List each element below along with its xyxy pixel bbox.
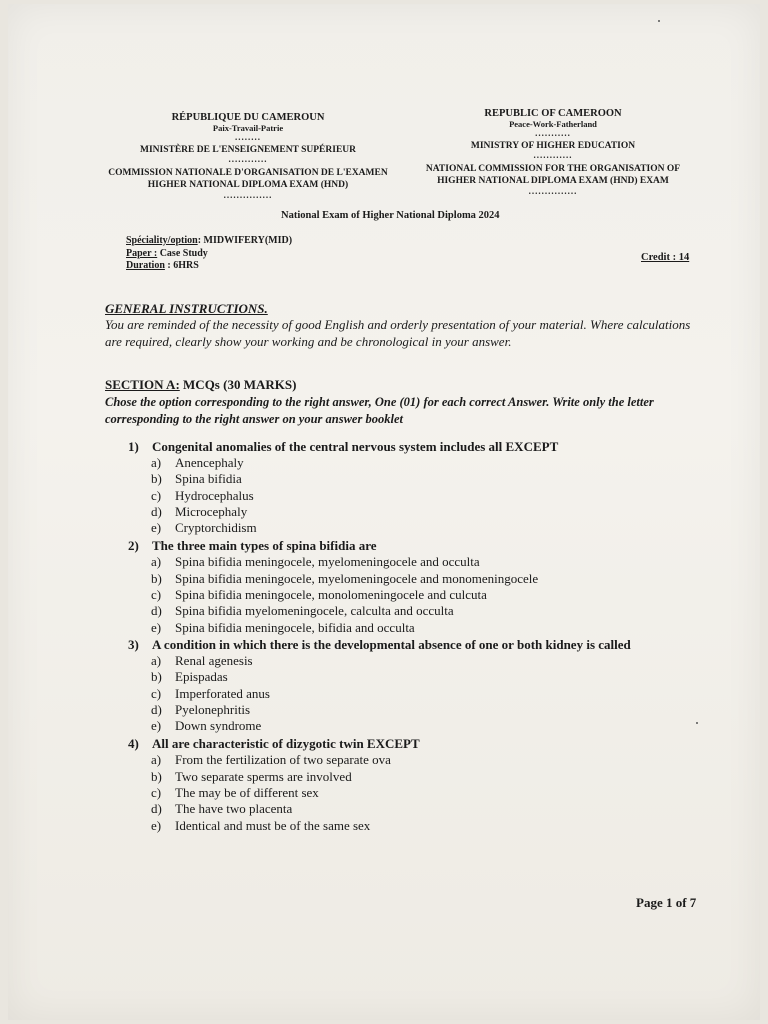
option-letter: a) <box>151 752 162 768</box>
option-list <box>128 455 698 536</box>
question-3 <box>128 636 698 734</box>
divider-dots: ............ <box>228 154 268 164</box>
country-name-fr: RÉPUBLIQUE DU CAMEROUN <box>171 112 325 123</box>
option-text: Spina bifidia meningocele, monolomeningocele and culcuta <box>175 587 487 603</box>
exam-title: National Exam of Higher National Diploma 2024 <box>281 210 500 221</box>
option-item <box>151 620 698 636</box>
option-text: Pyelonephritis <box>175 701 251 717</box>
option-text: Down syndrome <box>175 718 262 734</box>
option-letter: c) <box>151 685 162 701</box>
option-letter: e) <box>151 718 162 734</box>
option-text: The have two placenta <box>175 801 293 817</box>
question-text: A condition in which there is the developmental absence of one or both kidney is called <box>152 636 631 652</box>
option-item <box>151 554 698 570</box>
option-text: Two separate sperms are involved <box>175 768 352 784</box>
commission-en-line2: HIGHER NATIONAL DIPLOMA EXAM (HND) EXAM <box>437 176 669 186</box>
duration-value: : 6HRS <box>164 260 199 271</box>
option-letter: a) <box>151 652 162 668</box>
option-item <box>151 587 698 603</box>
commission-en-line1: NATIONAL COMMISSION FOR THE ORGANISATION OF <box>425 164 681 174</box>
option-letter: a) <box>151 455 162 470</box>
option-letter: d) <box>151 603 162 619</box>
option-text: Identical and must be of the same sex <box>175 817 371 833</box>
question-4 <box>128 735 698 833</box>
section-a-heading: MCQs (30 MARKS) <box>179 377 297 392</box>
question-list <box>128 438 698 834</box>
commission-fr <box>98 167 398 191</box>
question-stem <box>128 636 698 653</box>
option-text: Spina bifidia meningocele, bifidia and occulta <box>175 619 415 635</box>
option-item <box>151 571 698 587</box>
option-item <box>151 603 698 619</box>
option-letter: b) <box>151 669 162 685</box>
exam-paper <box>8 4 760 1020</box>
duration-label: Duration <box>126 260 165 271</box>
option-letter: c) <box>151 785 162 801</box>
option-letter: c) <box>151 487 162 503</box>
option-letter: d) <box>151 503 162 519</box>
option-item <box>151 669 698 685</box>
question-text: All are characteristic of dizygotic twin EXCEPT <box>152 736 420 752</box>
option-item <box>151 471 698 487</box>
option-text: Spina bifidia meningocele, myelomeningocele and occulta <box>175 554 480 570</box>
ministry-en: MINISTRY OF HIGHER EDUCATION <box>470 141 636 151</box>
option-item <box>151 718 698 734</box>
question-2 <box>128 537 698 635</box>
divider-dots: ............... <box>528 186 578 196</box>
section-a-title <box>105 377 296 393</box>
divider-dots: ........... <box>535 128 571 138</box>
question-number: 1) <box>128 439 139 454</box>
option-item <box>151 520 698 536</box>
option-text: Hydrocephalus <box>175 487 254 503</box>
general-instructions-title: GENERAL INSTRUCTIONS. <box>105 301 268 316</box>
option-item <box>151 653 698 669</box>
duration-line <box>126 260 199 271</box>
option-letter: c) <box>151 587 162 603</box>
option-letter: b) <box>151 768 162 784</box>
speciality-value: : MIDWIFERY(MID) <box>197 235 293 246</box>
header-french <box>98 112 398 199</box>
option-text: Anencephaly <box>175 455 244 470</box>
general-instructions-text: You are reminded of the necessity of good English and orderly presentation of your material. Where calculations are required, clearly show your working and be chronological in your answer. <box>105 317 691 349</box>
option-letter: b) <box>151 570 162 586</box>
page-number: Page 1 of 7 <box>636 895 697 910</box>
option-item <box>151 702 698 718</box>
option-item <box>151 504 698 520</box>
option-letter: e) <box>151 817 162 833</box>
option-item <box>151 752 698 768</box>
commission-fr-line2: HIGHER NATIONAL DIPLOMA EXAM (HND) <box>147 180 349 190</box>
option-text: Imperforated anus <box>175 685 270 701</box>
option-item <box>151 769 698 785</box>
option-letter: e) <box>151 619 162 635</box>
option-text: Renal agenesis <box>175 652 253 668</box>
option-item <box>151 785 698 801</box>
option-text: Spina bifidia myelomeningocele, calculta and occulta <box>175 603 454 619</box>
option-text: Epispadas <box>175 669 228 685</box>
option-text: Spina bifidia meningocele, myelomeningocele and monomeningocele <box>175 570 539 586</box>
section-a-label: SECTION A: <box>105 377 180 392</box>
divider-dots: ........ <box>235 132 261 142</box>
speciality-label: Spéciality/option <box>126 235 198 246</box>
divider-dots: ............... <box>223 190 273 200</box>
commission-fr-line1: COMMISSION NATIONALE D'ORGANISATION DE L'EXAMEN <box>108 168 388 178</box>
paper-label: Paper : <box>126 248 158 259</box>
option-item <box>151 455 698 471</box>
option-text: Spina bifidia <box>175 471 242 487</box>
motto-en: Peace-Work-Fatherland <box>509 119 597 129</box>
question-number: 3) <box>128 636 139 652</box>
option-text: From the fertilization of two separate ova <box>175 752 391 768</box>
section-a-instruction: Chose the option corresponding to the right answer, One (01) for each correct Answer. Write only the letter corresponding to the right answer on your answer booklet <box>105 395 654 426</box>
option-item <box>151 686 698 702</box>
option-text: The may be of different sex <box>175 785 319 801</box>
question-stem <box>128 537 698 554</box>
option-item <box>151 488 698 504</box>
question-stem <box>128 438 698 455</box>
question-text: Congenital anomalies of the central nervous system includes all EXCEPT <box>152 439 559 454</box>
option-item <box>151 818 698 834</box>
option-list <box>128 554 698 635</box>
option-letter: d) <box>151 801 162 817</box>
question-stem <box>128 735 698 752</box>
paper-speck <box>696 722 698 724</box>
header-english <box>413 108 693 195</box>
question-number: 2) <box>128 538 139 554</box>
country-name-en: REPUBLIC OF CAMEROON <box>484 108 622 119</box>
speciality-line <box>126 235 292 246</box>
option-letter: b) <box>151 471 162 487</box>
paper-line <box>126 248 208 259</box>
ministry-fr: MINISTÈRE DE L'ENSEIGNEMENT SUPÉRIEUR <box>140 145 356 155</box>
option-letter: e) <box>151 520 162 536</box>
option-list <box>128 752 698 833</box>
option-list <box>128 653 698 734</box>
divider-dots: ............ <box>533 150 573 160</box>
question-text: The three main types of spina bifidia are <box>152 538 377 554</box>
motto-fr: Paix-Travail-Patrie <box>212 123 284 133</box>
paper-value: Case Study <box>157 248 208 259</box>
question-1 <box>128 438 698 536</box>
option-text: Microcephaly <box>175 503 248 519</box>
option-letter: d) <box>151 701 162 717</box>
credit-value: Credit : 14 <box>641 252 690 263</box>
question-number: 4) <box>128 736 139 752</box>
option-text: Cryptorchidism <box>175 520 257 536</box>
option-item <box>151 801 698 817</box>
option-letter: a) <box>151 554 162 570</box>
paper-speck <box>658 20 660 22</box>
commission-en <box>413 163 693 187</box>
